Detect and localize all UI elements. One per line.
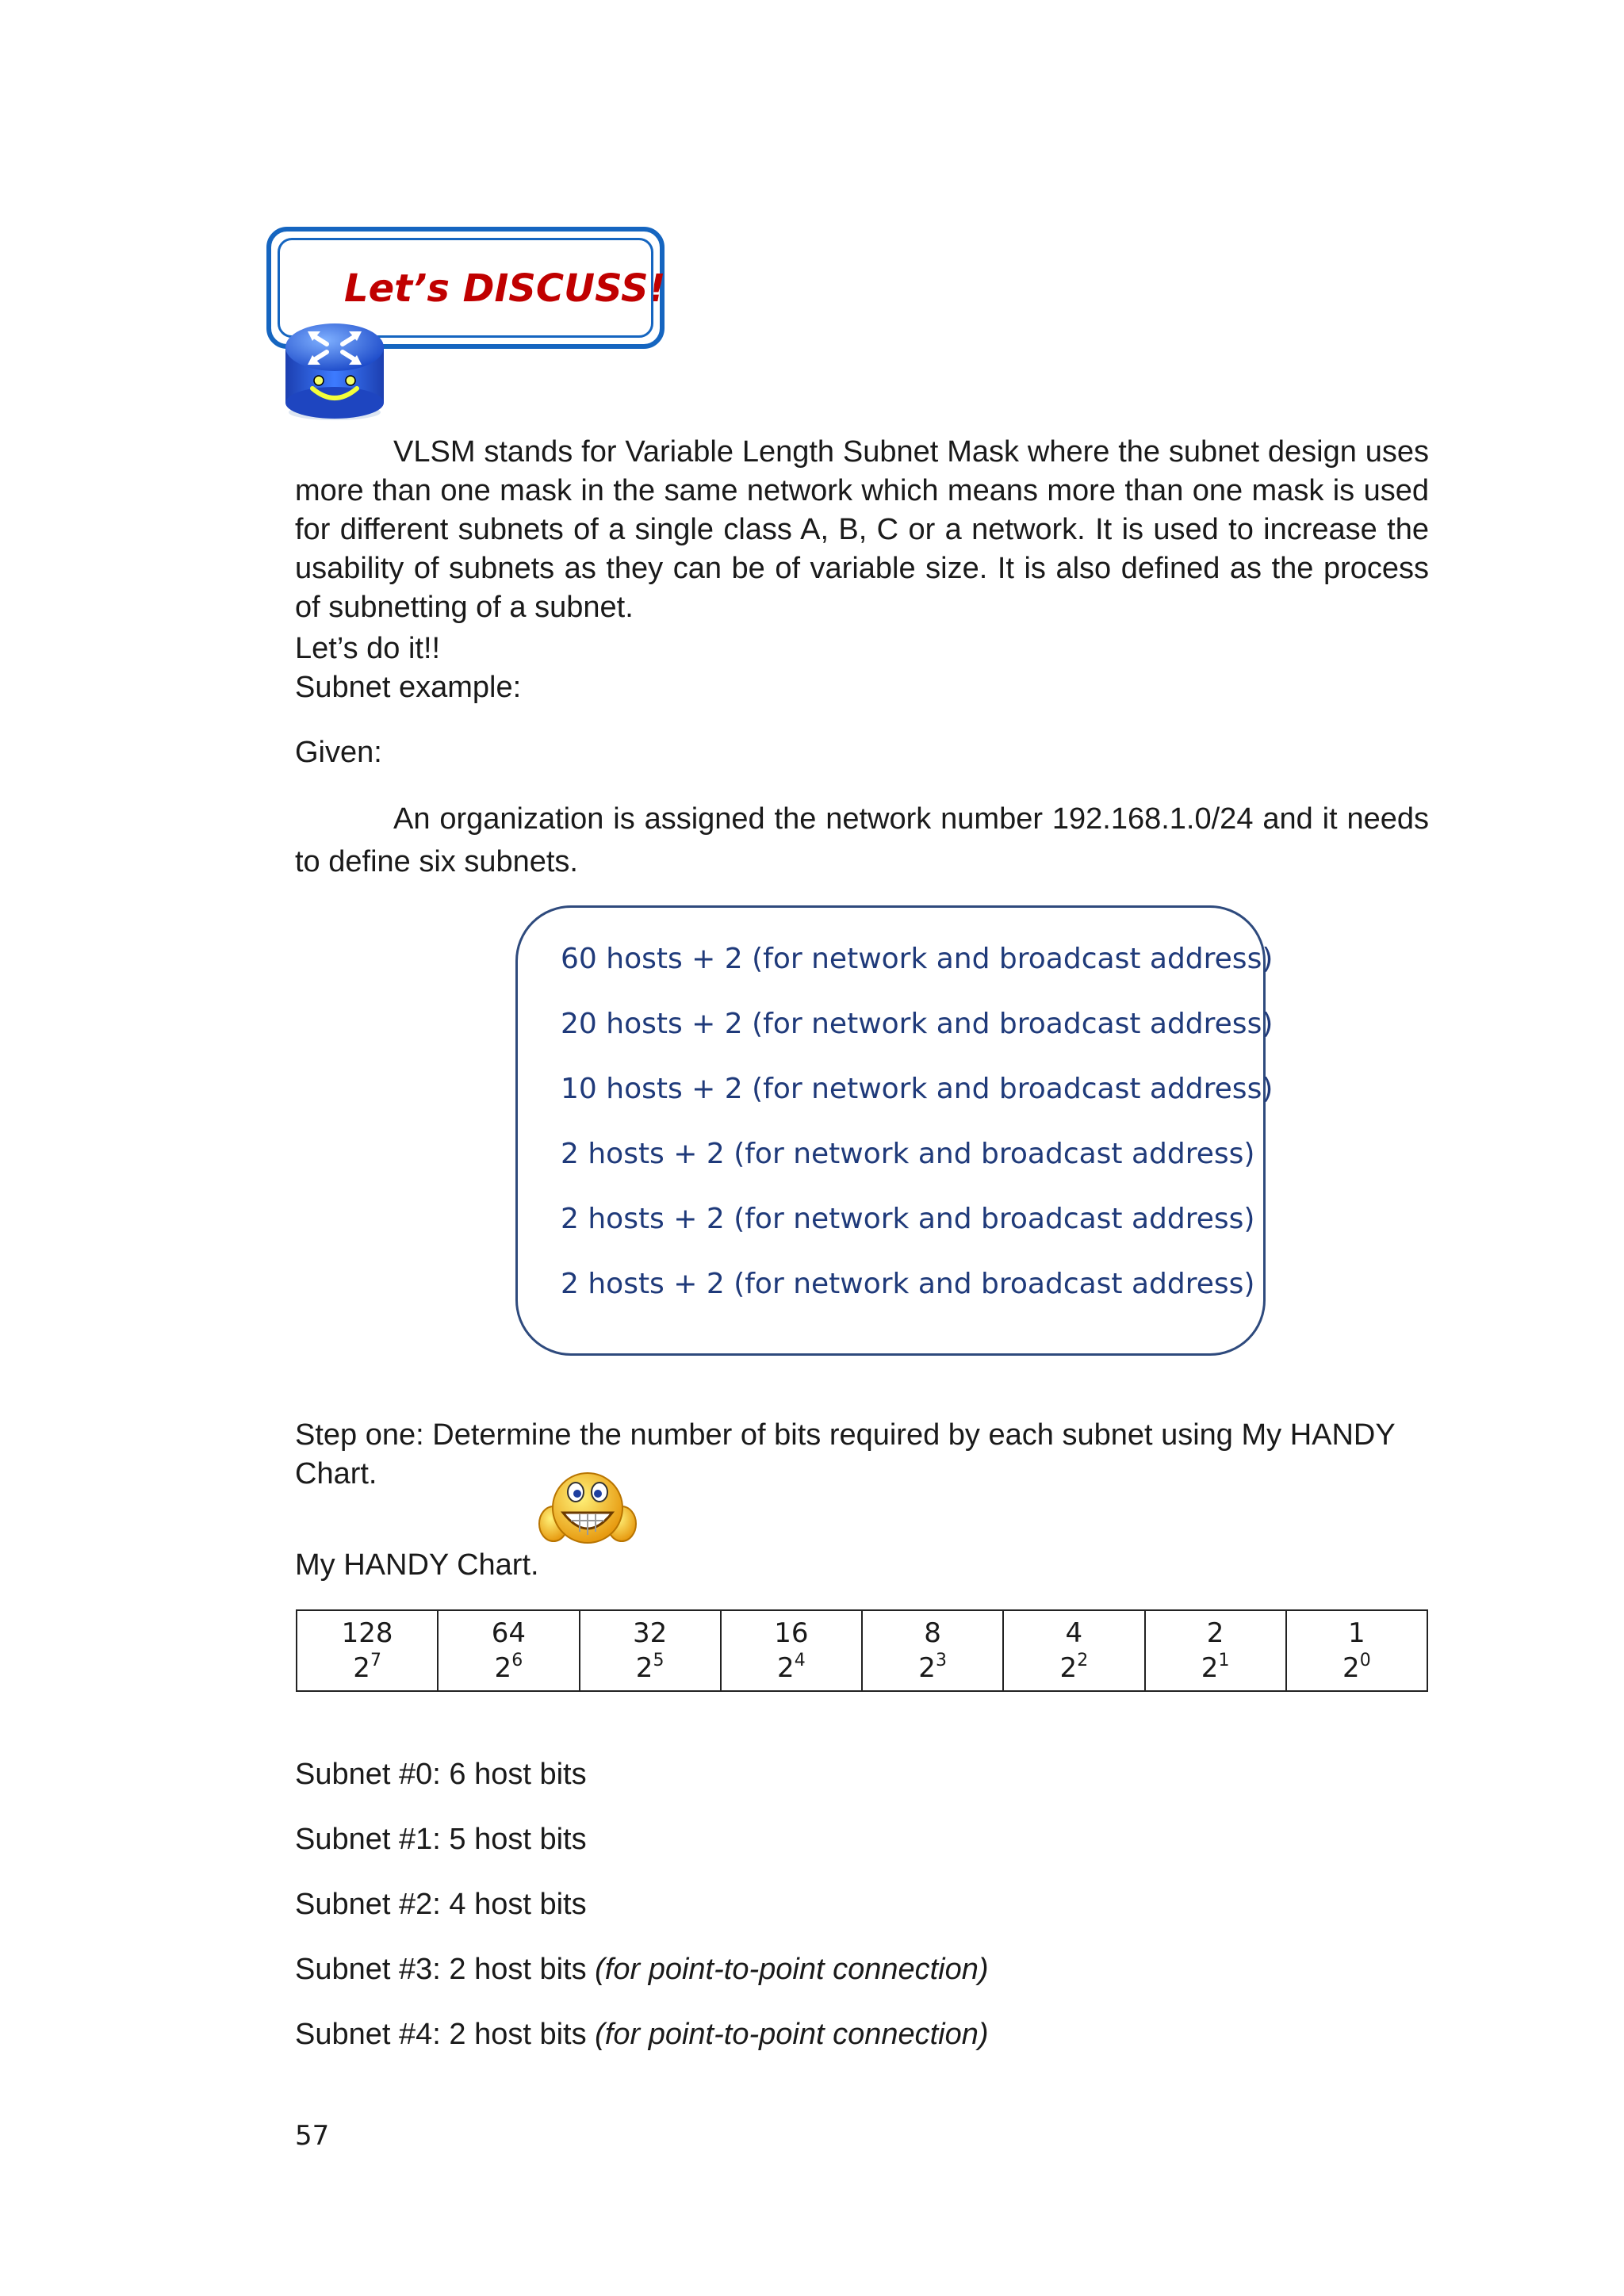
handy-chart-table — [296, 1609, 1428, 1692]
step-one-text: Step one: Determine the number of bits required by each subnet using My HANDY Chart. — [295, 1418, 1396, 1490]
subnet-line — [295, 1885, 1429, 1924]
page-number: 57 — [295, 2120, 330, 2152]
power-exponent: 5 — [653, 1651, 665, 1670]
subnet-line — [295, 1950, 1429, 1989]
power-base: 2 — [353, 1652, 370, 1684]
table-cell — [862, 1610, 1003, 1691]
cell-value: 16 — [774, 1617, 809, 1649]
subnet-example-label: Subnet example: — [295, 671, 522, 704]
subnet-label: Subnet #1: 5 host bits — [295, 1823, 587, 1856]
power-exponent: 2 — [1077, 1651, 1089, 1670]
power-exponent: 6 — [511, 1651, 523, 1670]
table-cell — [580, 1610, 721, 1691]
host-requirement: 2 hosts + 2 (for network and broadcast address) — [561, 1138, 1255, 1170]
given-paragraph: An organization is assigned the network number 192.168.1.0/24 and it needs to define six subnets. — [295, 802, 1429, 878]
cell-value: 128 — [341, 1617, 393, 1649]
cell-value: 2 — [1206, 1617, 1224, 1649]
host-requirement: 20 hosts + 2 (for network and broadcast address) — [561, 1008, 1274, 1040]
power-base: 2 — [1342, 1652, 1360, 1684]
subnet-label: Subnet #2: 4 host bits — [295, 1888, 587, 1921]
smiley-thumbs-up-icon — [536, 1468, 639, 1551]
subnet-label: Subnet #4: 2 host bits — [295, 2018, 587, 2051]
power-exponent: 7 — [370, 1651, 381, 1670]
host-requirement: 2 hosts + 2 (for network and broadcast address) — [561, 1203, 1255, 1235]
power-exponent: 3 — [935, 1651, 947, 1670]
cell-value: 64 — [491, 1617, 526, 1649]
host-requirement: 2 hosts + 2 (for network and broadcast address) — [561, 1268, 1255, 1300]
lets-do-it-text: Let’s do it!! — [295, 632, 441, 665]
cell-value: 4 — [1065, 1617, 1083, 1649]
host-requirement: 10 hosts + 2 (for network and broadcast address) — [561, 1073, 1274, 1105]
subnet-note: (for point-to-point connection) — [595, 2018, 989, 2051]
intro-paragraph: VLSM stands for Variable Length Subnet Mask where the subnet design uses more than one mask in the same network which means more than one mask is used for different subnets of a single class A, B, C or a network. It is used to increase the usability of subnets as they can be of variable size. It is also defined as the process of subnetting of a subnet. — [295, 435, 1429, 624]
subnet-line — [295, 2015, 1429, 2054]
power-exponent: 4 — [794, 1651, 806, 1670]
subnet-note: (for point-to-point connection) — [595, 1953, 989, 1986]
power-base: 2 — [918, 1652, 936, 1684]
subnet-label: Subnet #0: 6 host bits — [295, 1758, 587, 1791]
power-base: 2 — [777, 1652, 795, 1684]
subnet-line — [295, 1820, 1429, 1859]
host-requirement: 60 hosts + 2 (for network and broadcast address) — [561, 943, 1274, 975]
table-cell — [721, 1610, 862, 1691]
router-icon — [281, 316, 389, 423]
table-row — [297, 1610, 1427, 1691]
discuss-title: Let’s DISCUSS! — [344, 266, 666, 311]
power-base: 2 — [1059, 1652, 1078, 1684]
handy-chart-title: My HANDY Chart. — [295, 1548, 539, 1582]
table-cell — [1003, 1610, 1144, 1691]
subnet-line — [295, 1755, 1429, 1794]
cell-value: 8 — [924, 1617, 941, 1649]
power-base: 2 — [635, 1652, 653, 1684]
power-exponent: 0 — [1359, 1651, 1371, 1670]
table-cell — [297, 1610, 438, 1691]
hosts-requirements-box — [515, 905, 1274, 1356]
given-label: Given: — [295, 736, 382, 769]
table-cell — [1145, 1610, 1286, 1691]
cell-value: 32 — [632, 1617, 668, 1649]
subnet-label: Subnet #3: 2 host bits — [295, 1953, 587, 1986]
table-cell — [438, 1610, 579, 1691]
power-exponent: 1 — [1218, 1651, 1230, 1670]
power-base: 2 — [1201, 1652, 1219, 1684]
table-cell — [1286, 1610, 1427, 1691]
power-base: 2 — [494, 1652, 512, 1684]
cell-value: 1 — [1348, 1617, 1365, 1649]
